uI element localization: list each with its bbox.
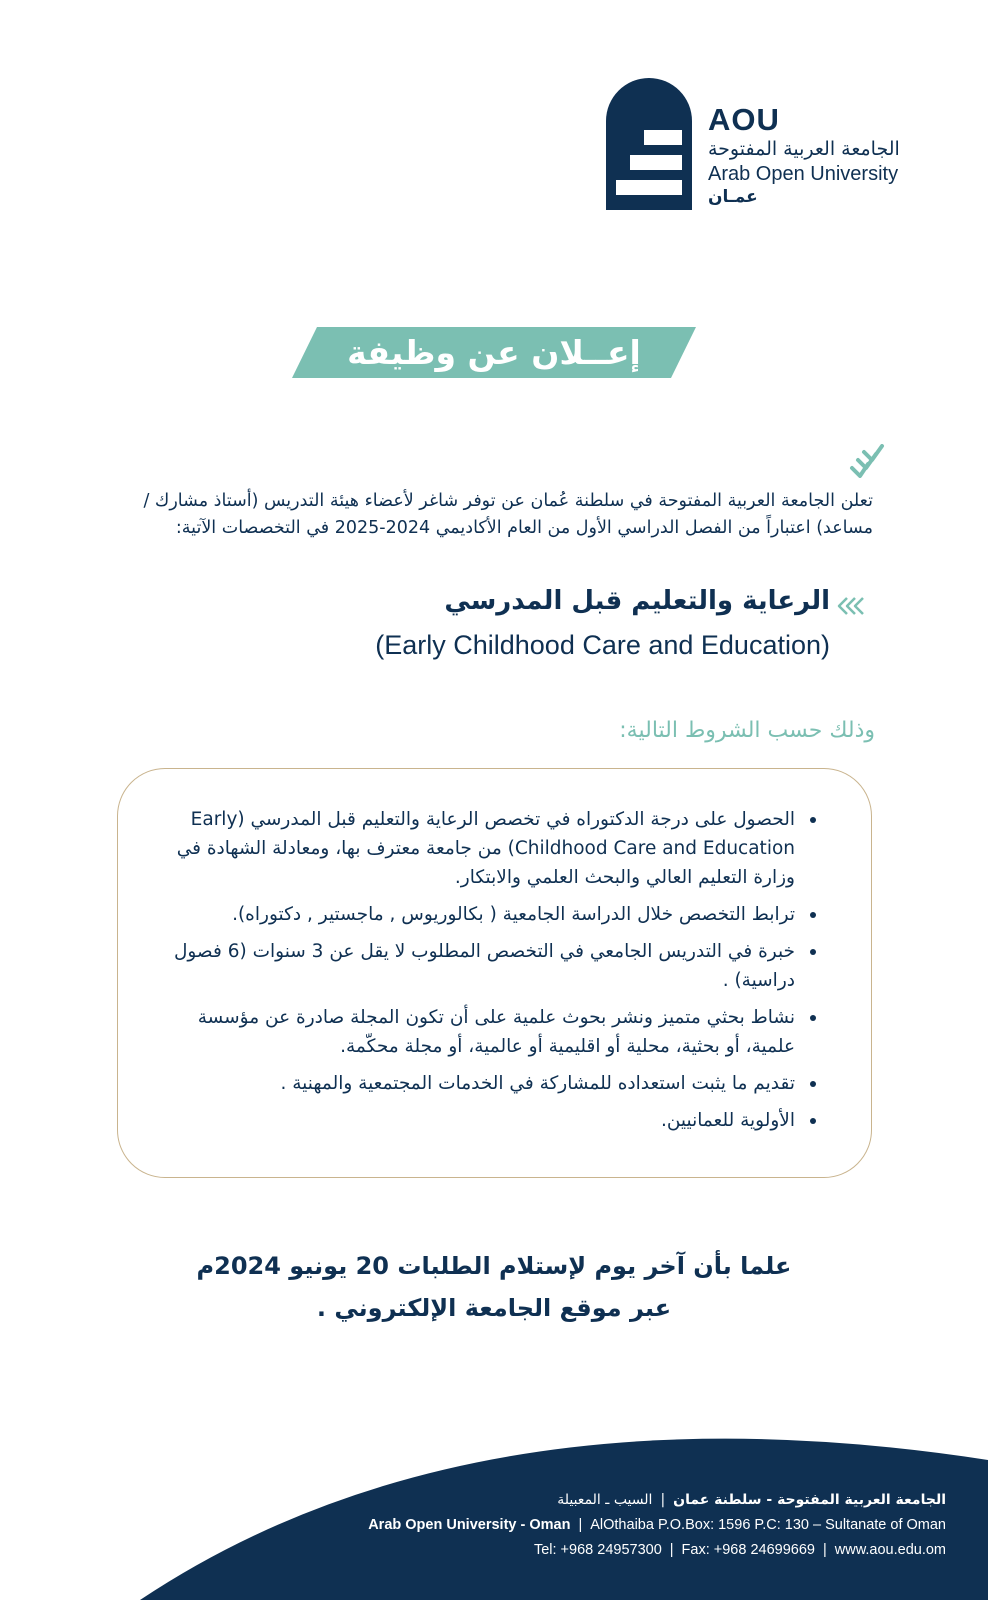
condition-text: الحصول على درجة الدكتوراه في تخصص الرعاية والتعليم قبل المدرسي (Early Childhood Care and Education) من جامعة معترف بها، ومعادلة الشهادة في وزارة التعليم العالي والبحث العلمي والابتكار. [176, 809, 795, 888]
logo-city: عمـان [708, 187, 758, 207]
bullet-icon [810, 1081, 816, 1087]
footer-separator: | [822, 1542, 827, 1558]
bullet-icon [810, 817, 816, 823]
footer-address-arabic [246, 1490, 946, 1510]
aou-logo [606, 78, 926, 218]
footer-separator: | [669, 1542, 674, 1558]
conditions-list [170, 805, 820, 1143]
aou-logo-mark [606, 78, 692, 210]
footer-org-arabic: الجامعة العربية المفتوحة - سلطنة عمان [673, 1492, 946, 1508]
bullet-icon [810, 1118, 816, 1124]
footer-location-english: AlOthaiba P.O.Box: 1596 P.C: 130 – Sultanate of Oman [590, 1517, 946, 1533]
condition-text: تقديم ما يثبت استعداده للمشاركة في الخدمات المجتمعية والمهنية . [280, 1073, 795, 1094]
condition-item [170, 1069, 820, 1098]
condition-item [170, 1003, 820, 1061]
footer-contacts [246, 1540, 946, 1560]
chevron-decoration-icon [848, 444, 886, 478]
condition-text: الأولوية للعمانيين. [660, 1110, 795, 1131]
footer-background [0, 1420, 988, 1600]
deadline-notice [194, 1245, 794, 1329]
deadline-line-1: علما بأن آخر يوم لإستلام الطلبات 20 يونيو 2024م [196, 1252, 792, 1280]
deadline-line-2: عبر موقع الجامعة الإلكتروني . [316, 1294, 672, 1322]
condition-item [170, 1106, 820, 1135]
footer-location-arabic: السيب ـ المعبيلة [557, 1492, 653, 1508]
job-announcement-banner [292, 327, 696, 378]
condition-item [170, 805, 820, 892]
specialization-title-arabic: الرعاية والتعليم قبل المدرسي [444, 586, 830, 616]
condition-item [170, 900, 820, 929]
bullet-icon [810, 949, 816, 955]
condition-item [170, 937, 820, 995]
condition-text: خبرة في التدريس الجامعي في التخصص المطلوب لا يقل عن 3 سنوات (6 فصول دراسية) . [173, 941, 795, 991]
logo-name-english: Arab Open University [708, 163, 899, 185]
specialization-title-english: (Early Childhood Care and Education) [375, 630, 830, 660]
bullet-icon [810, 1015, 816, 1021]
footer-separator: | [660, 1492, 666, 1508]
intro-paragraph: تعلن الجامعة العربية المفتوحة في سلطنة عُمان عن توفر شاغر لأعضاء هيئة التدريس (أستاذ مشارك /مساعد) اعتباراً من الفصل الدراسي الأول من العام الأكاديمي 2024-2025 في التخصصات الآتية: [143, 491, 873, 538]
double-chevron-icon [835, 596, 865, 616]
footer-address-english [246, 1515, 946, 1535]
footer-fax: Fax: +968 24699669 [681, 1542, 815, 1558]
footer-phone: Tel: +968 24957300 [533, 1542, 662, 1558]
bullet-icon [810, 912, 816, 918]
condition-text: ترابط التخصص خلال الدراسة الجامعية ( بكالوريوس , ماجستير , دكتوراه). [232, 904, 795, 925]
logo-name-arabic: الجامعة العربية المفتوحة [708, 138, 900, 160]
footer-website-link[interactable]: www.aou.edu.om [834, 1542, 946, 1558]
condition-text: نشاط بحثي متميز ونشر بحوث علمية على أن تكون المجلة صادرة عن مؤسسة علمية، أو بحثية، محلية أو اقليمية أو عالمية، أو مجلة محكّمة. [197, 1007, 795, 1057]
logo-abbreviation: AOU [708, 102, 780, 137]
conditions-heading: وذلك حسب الشروط التالية: [619, 718, 875, 743]
banner-title: إعــلان عن وظيفة [347, 333, 641, 372]
footer-separator: | [578, 1517, 583, 1533]
footer-org-english: Arab Open University - Oman [368, 1517, 571, 1533]
